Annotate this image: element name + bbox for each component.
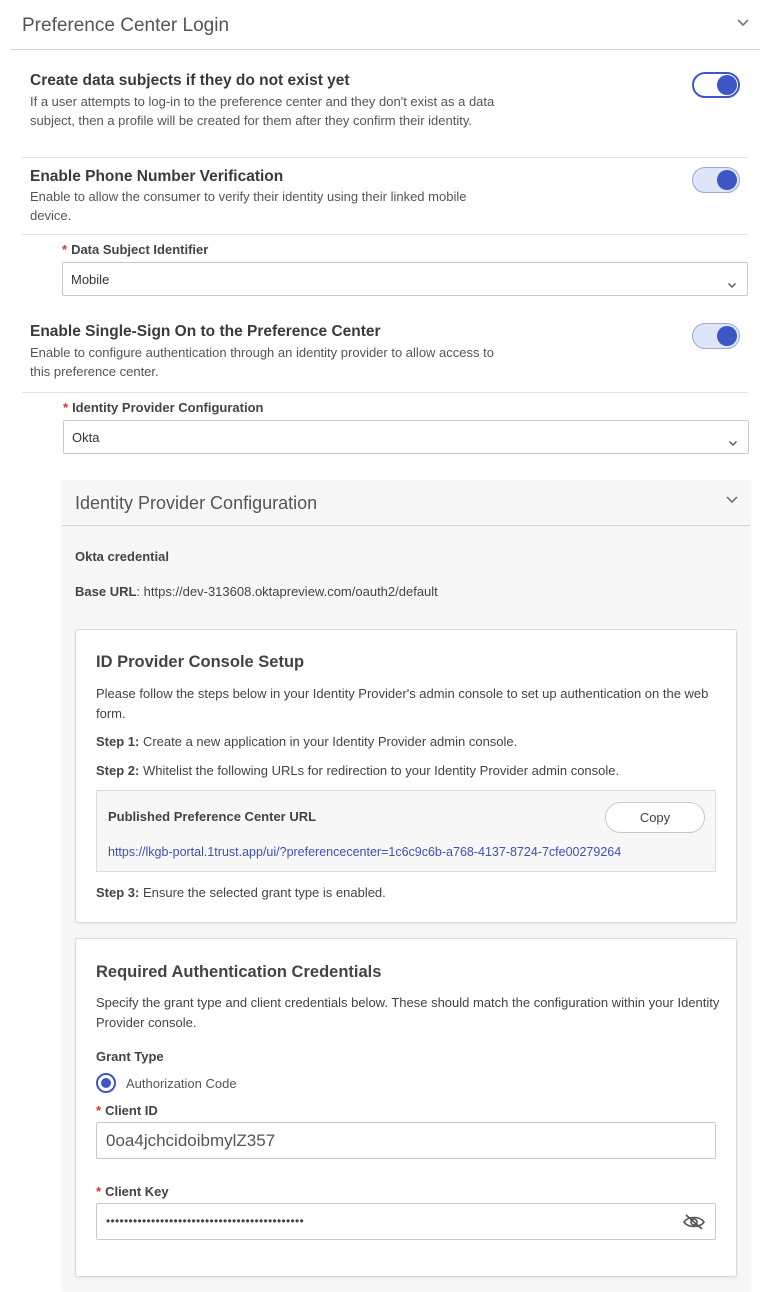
card-title: Required Authentication Credentials xyxy=(96,963,382,981)
select-value: Okta xyxy=(72,430,100,445)
toggle-title: Enable Single-Sign On to the Preference Center xyxy=(30,323,381,340)
idp-configuration-label: * Identity Provider Configuration xyxy=(63,400,264,415)
console-setup-card xyxy=(75,629,737,923)
grant-type-label: Grant Type xyxy=(96,1049,164,1064)
auth-credentials-intro: Specify the grant type and client credentials below. These should match the configuration within your Identity Provider console. xyxy=(96,995,720,1030)
base-url-label: Base URL xyxy=(75,584,137,599)
data-subject-identifier-label: * Data Subject Identifier xyxy=(62,242,209,257)
toggle-description: Enable to allow the consumer to verify their identity using their linked mobile device. xyxy=(30,189,467,223)
published-url-link[interactable]: https://lkgb-portal.1trust.app/ui/?preferencecenter=1c6c9c6b-a768-4137-8724-7cfe00279264 xyxy=(108,845,622,859)
toggle-title: Create data subjects if they do not exist yet xyxy=(30,72,350,89)
idp-panel-title: Identity Provider Configuration xyxy=(75,493,318,513)
idp-configuration-panel xyxy=(62,480,750,1290)
published-url-box xyxy=(96,790,716,872)
base-url-value: : https://dev-313608.oktapreview.com/oauth2/default xyxy=(136,584,438,599)
published-url-label: Published Preference Center URL xyxy=(108,809,317,824)
toggle-description: Enable to configure authentication through an identity provider to allow access to this preference center. xyxy=(30,345,494,379)
chevron-down-icon xyxy=(727,276,737,294)
toggle-description: If a user attempts to log-in to the preference center and they don't exist as a data subject, then a profile will be created for them after they confirm their identity. xyxy=(30,94,495,128)
auth-credentials-card xyxy=(75,938,737,1277)
step-1: Step 1: Create a new application in your Identity Provider admin console. xyxy=(96,734,518,749)
console-setup-intro: Please follow the steps below in your Identity Provider's admin console to set up authentication on the web form. xyxy=(96,686,709,721)
base-url xyxy=(75,584,438,599)
toggle-row-create-data-subjects xyxy=(22,62,748,158)
toggle-knob xyxy=(717,326,737,346)
card-title: ID Provider Console Setup xyxy=(96,653,305,671)
select-value: Mobile xyxy=(71,272,110,287)
create-data-subjects-toggle[interactable] xyxy=(692,72,740,98)
data-subject-identifier-select[interactable] xyxy=(62,262,748,296)
idp-configuration-select[interactable] xyxy=(63,420,749,454)
toggle-knob xyxy=(717,75,737,95)
client-id-label: * Client ID xyxy=(96,1103,158,1118)
step-3: Step 3: Ensure the selected grant type is enabled. xyxy=(96,885,386,900)
toggle-knob xyxy=(717,170,737,190)
single-sign-on-toggle[interactable] xyxy=(692,323,740,349)
phone-verification-toggle[interactable] xyxy=(692,167,740,193)
client-key-masked-value: •••••••••••••••••••••••••••••••••••••••••••• xyxy=(106,1214,305,1228)
toggle-row-single-sign-on xyxy=(22,313,748,393)
eye-off-icon[interactable] xyxy=(682,1213,706,1236)
client-id-value: 0oa4jchcidoibmylZ357 xyxy=(106,1131,276,1150)
client-id-input[interactable] xyxy=(96,1122,716,1159)
copy-button[interactable]: Copy xyxy=(605,802,705,833)
authorization-code-label[interactable]: Authorization Code xyxy=(126,1076,237,1091)
chevron-down-icon[interactable] xyxy=(736,18,750,28)
preference-center-login-header[interactable] xyxy=(10,0,760,50)
toggle-row-phone-verification xyxy=(22,158,748,235)
step-2: Step 2: Whitelist the following URLs for redirection to your Identity Provider admin console. xyxy=(96,763,620,778)
section-title: Preference Center Login xyxy=(22,15,230,36)
authorization-code-radio[interactable] xyxy=(96,1073,116,1093)
client-key-input[interactable] xyxy=(96,1203,716,1240)
toggle-title: Enable Phone Number Verification xyxy=(30,168,284,185)
client-key-label: * Client Key xyxy=(96,1184,169,1199)
chevron-down-icon xyxy=(728,434,738,452)
radio-dot xyxy=(101,1078,111,1088)
idp-panel-header[interactable] xyxy=(62,480,750,526)
chevron-down-icon[interactable] xyxy=(725,495,739,505)
okta-credential-heading: Okta credential xyxy=(75,549,169,564)
